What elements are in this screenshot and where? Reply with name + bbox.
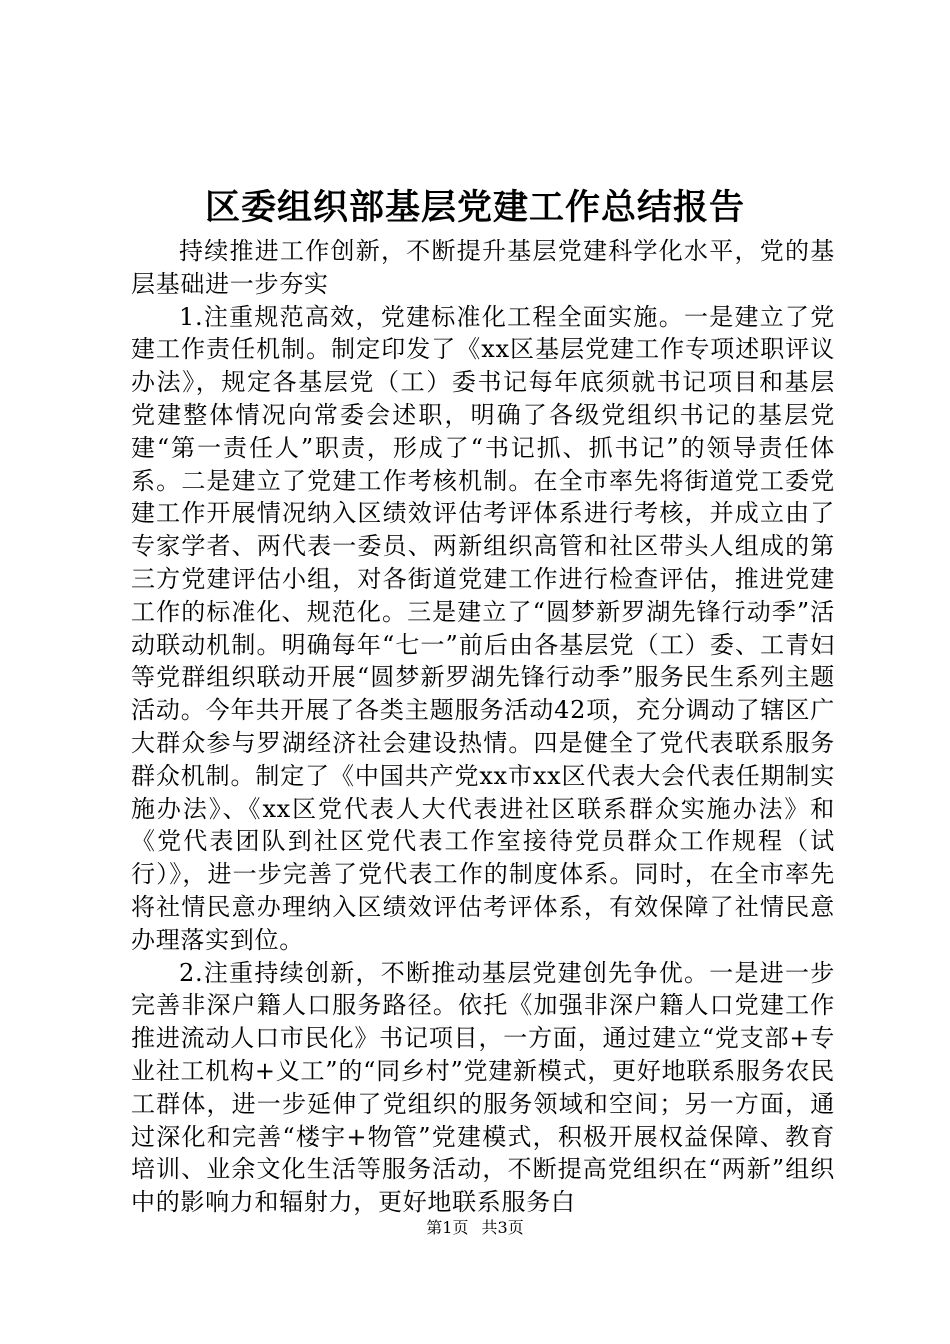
page-footer — [0, 1216, 950, 1240]
intro-paragraph: 持续推进工作创新，不断提升基层党建科学化水平，党的基层基础进一步夯实 — [131, 237, 835, 298]
document-title: 区委组织部基层党建工作总结报告 — [204, 187, 745, 228]
document-body — [131, 235, 835, 1219]
section-1-paragraph: 1.注重规范高效，党建标准化工程全面实施。一是建立了党建工作责任机制。制定印发了《xx区基层党建工作专项述职评议办法》，规定各基层党（工）委书记每年底须就书记项目和基层党建整体情况向常委会述职，明确了各级党组织书记的基层党建“第一责任人”职责，形成了“书记抓、抓书记”的领导责任体系。二是建立了党建工作考核机制。在全市率先将街道党工委党建工作开展情况纳入区绩效评估考评体系进行考核，并成立由了专家学者、两代表一委员、两新组织高管和社区带头人组成的第三方党建评估小组，对各街道党建工作进行检查评估，推进党建工作的标准化、规范化。三是建立了“圆梦新罗湖先锋行动季”活动联动机制。明确每年“七一”前后由各基层党（工）委、工青妇等党群组织联动开展“圆梦新罗湖先锋行动季”服务民生系列主题活动。今年共开展了各类主题服务活动42项，充分调动了辖区广大群众参与罗湖经济社会建设热情。四是健全了党代表联系服务群众机制。制定了《中国共产党xx市xx区代表大会代表任期制实施办法》、《xx区党代表人大代表进社区联系群众实施办法》和《党代表团队到社区党代表工作室接待党员群众工作规程（试行）》，进一步完善了党代表工作的制度体系。同时，在全市率先将社情民意办理纳入区绩效评估考评体系，有效保障了社情民意办理落实到位。 — [131, 302, 835, 954]
page-number: 第1页 — [426, 1218, 469, 1237]
section-2-paragraph: 2.注重持续创新，不断推动基层党建创先争优。一是进一步完善非深户籍人口服务路径。依托《加强非深户籍人口党建工作推进流动人口市民化》书记项目，一方面，通过建立“党支部+专业社工机构+义工”的“同乡村”党建新模式，更好地联系服务农民工群体，进一步延伸了党组织的服务领域和空间；另一方面，通过深化和完善“楼宇+物管”党建模式，积极开展权益保障、教育培训、业余文化生活等服务活动，不断提高党组织在“两新”组织中的影响力和辐射力，更好地联系服务白 — [131, 958, 835, 1217]
page-total: 共3页 — [481, 1218, 524, 1237]
